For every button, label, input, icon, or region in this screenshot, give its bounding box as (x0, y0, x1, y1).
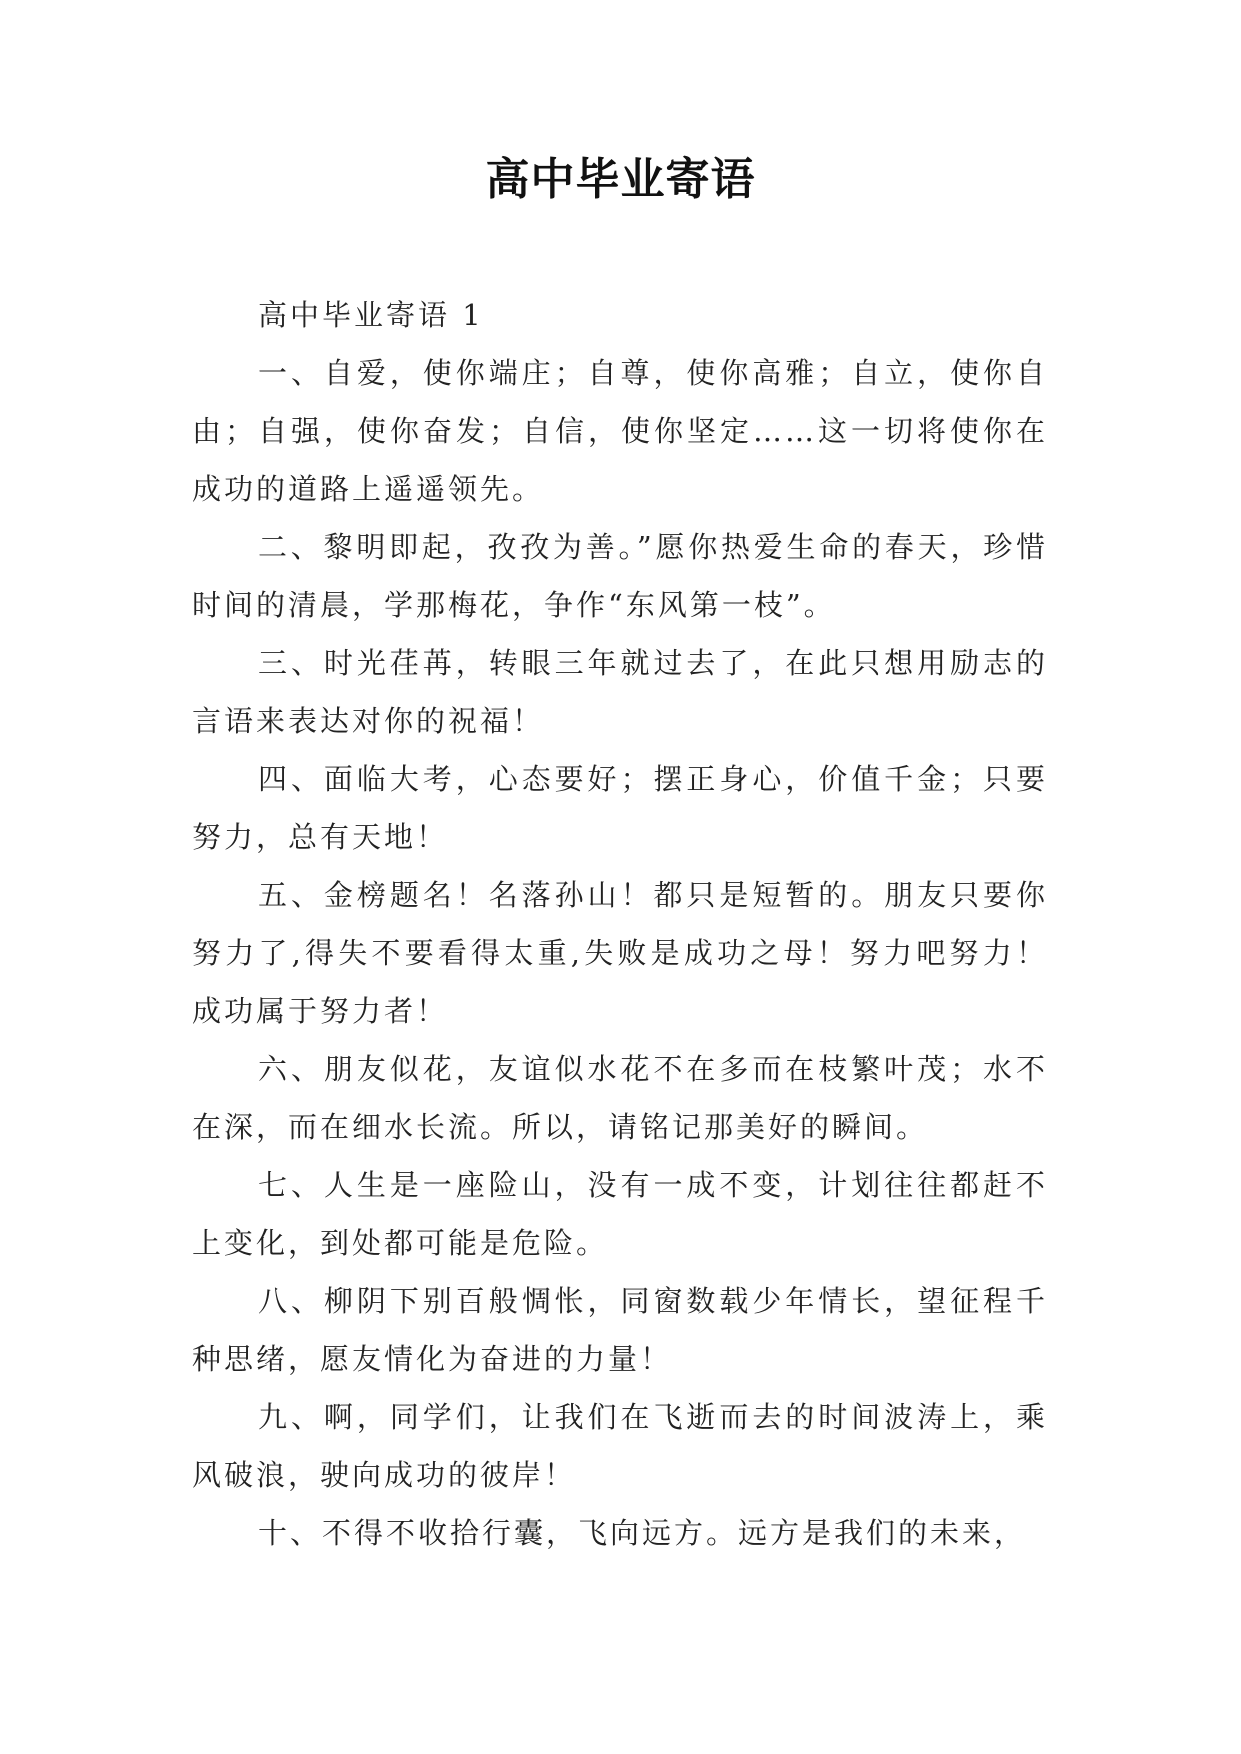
paragraph-8: 八、柳阴下别百般惆怅，同窗数载少年情长，望征程千种思绪，愿友情化为奋进的力量！ (192, 1284, 1048, 1376)
paragraph-7: 七、人生是一座险山，没有一成不变，计划往往都赶不上变化，到处都可能是危险。 (192, 1168, 1048, 1260)
paragraph-1: 一、自爱，使你端庄；自尊，使你高雅；自立，使你自由；自强，使你奋发；自信，使你坚定……这一切将使你在成功的道路上遥遥领先。 (192, 356, 1048, 506)
paragraph-2: 二、黎明即起，孜孜为善。”愿你热爱生命的春天，珍惜时间的清晨，学那梅花，争作“东风第一枝”。 (192, 530, 1048, 622)
paragraph-10: 十、不得不收拾行囊，飞向远方。远方是我们的未来， (258, 1516, 1027, 1550)
paragraph-5: 五、金榜题名！名落孙山！都只是短暂的。朋友只要你努力了,得失不要看得太重,失败是成功之母！努力吧努力！成功属于努力者！ (192, 878, 1048, 1028)
paragraph-3: 三、时光荏苒，转眼三年就过去了，在此只想用励志的言语来表达对你的祝福！ (192, 646, 1048, 738)
paragraph-4: 四、面临大考，心态要好；摆正身心，价值千金；只要努力，总有天地！ (192, 762, 1048, 854)
document-title: 高中毕业寄语 (485, 154, 756, 205)
paragraph-6: 六、朋友似花，友谊似水花不在多而在枝繁叶茂；水不在深，而在细水长流。所以，请铭记那美好的瞬间。 (192, 1052, 1048, 1144)
paragraph-9: 九、啊，同学们，让我们在飞逝而去的时间波涛上，乘风破浪，驶向成功的彼岸！ (192, 1400, 1048, 1492)
section-heading: 高中毕业寄语 1 (258, 298, 484, 332)
document-body (192, 286, 1048, 1562)
